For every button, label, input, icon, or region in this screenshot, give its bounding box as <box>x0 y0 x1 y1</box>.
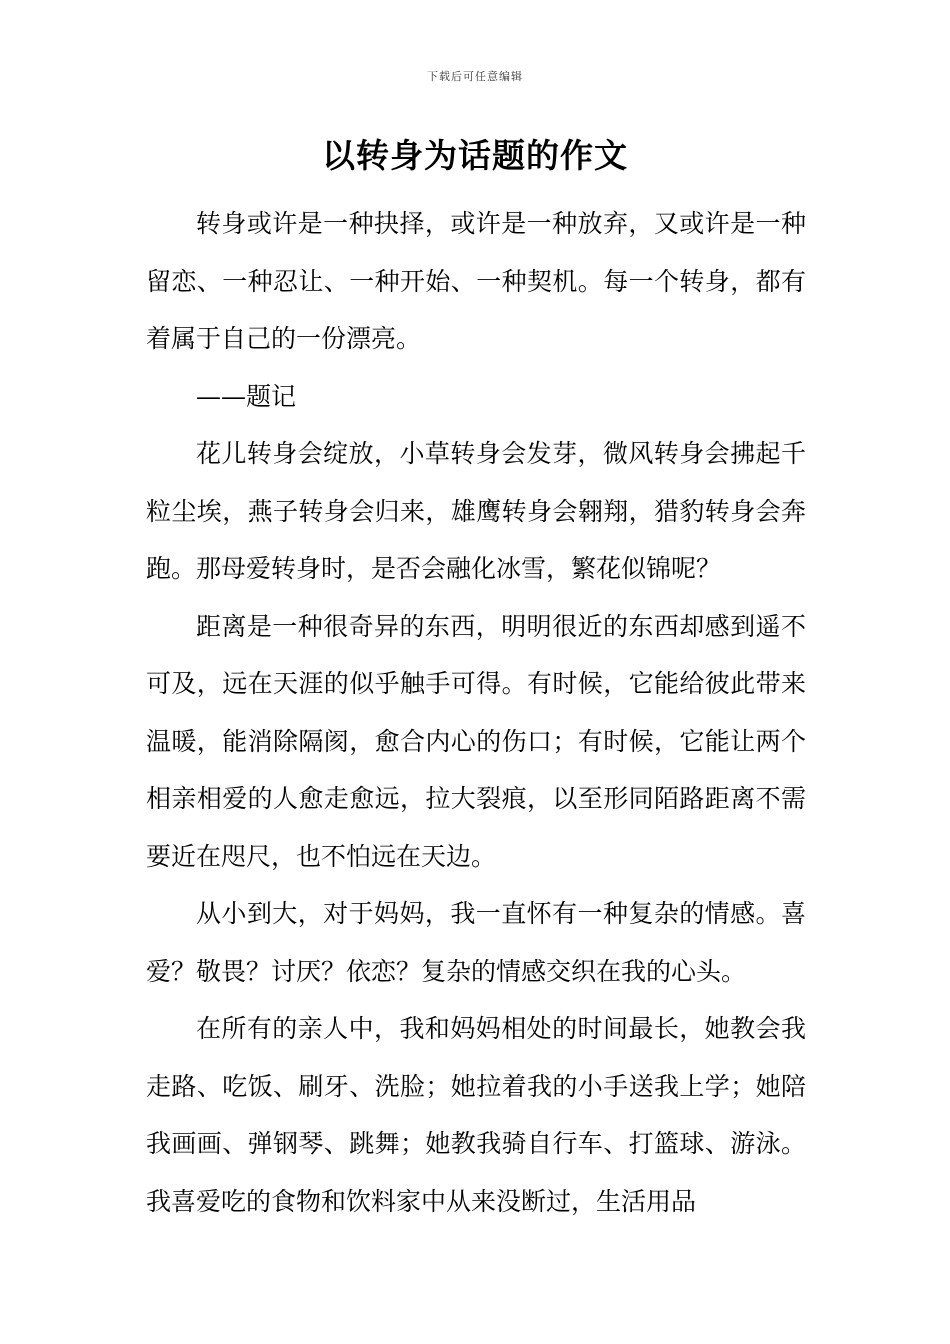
paragraph: 从小到大，对于妈妈，我一直怀有一种复杂的情感。喜爱？敬畏？讨厌？依恋？复杂的情感交织在我的心头。 <box>146 899 806 986</box>
document-body <box>146 195 806 1230</box>
paragraph: 在所有的亲人中，我和妈妈相处的时间最长，她教会我走路、吃饭、刷牙、洗脸；她拉着我的小手送我上学；她陪我画画、弹钢琴、跳舞；她教我骑自行车、打篮球、游泳。我喜爱吃的食物和饮料家中从来没断过，生活用品 <box>146 1014 806 1216</box>
paragraph: 转身或许是一种抉择，或许是一种放弃，又或许是一种留恋、一种忍让、一种开始、一种契机。每一个转身，都有着属于自己的一份漂亮。 <box>146 209 806 353</box>
paragraph: 距离是一种很奇异的东西，明明很近的东西却感到遥不可及，远在天涯的似乎触手可得。有时候，它能给彼此带来温暖，能消除隔阂，愈合内心的伤口；有时候，它能让两个相亲相爱的人愈走愈远，拉大裂痕，以至形同陌路距离不需要近在咫尺，也不怕远在天边。 <box>146 611 806 871</box>
document-title: 以转身为话题的作文 <box>322 136 628 175</box>
epigraph-note: ——题记 <box>196 381 297 411</box>
paragraph: 花儿转身会绽放，小草转身会发芽，微风转身会拂起千粒尘埃，燕子转身会归来，雄鹰转身会翱翔，猎豹转身会奔跑。那母爱转身时，是否会融化冰雪，繁花似锦呢？ <box>146 439 806 583</box>
header-note: 下载后可任意编辑 <box>427 70 523 83</box>
